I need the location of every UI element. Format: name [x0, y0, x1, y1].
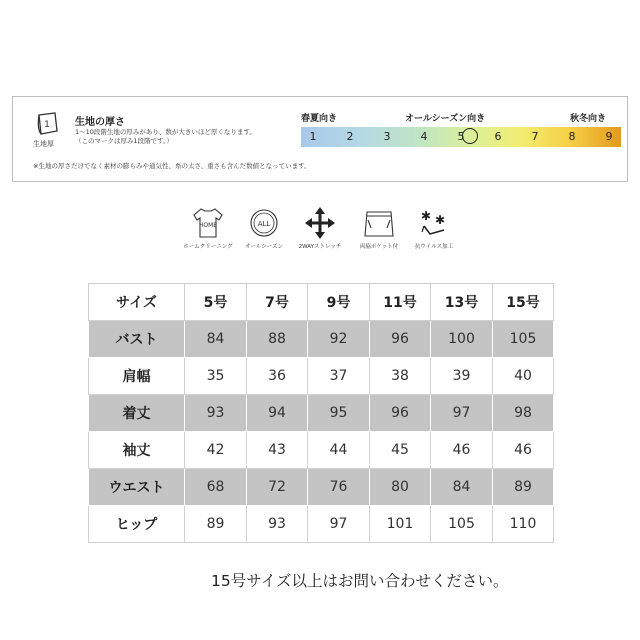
- season-spring-summer-label: 春夏向き: [301, 114, 338, 124]
- row-label: 着丈: [89, 395, 185, 432]
- description-line: （このマークは厚み1段階です。）: [75, 137, 173, 145]
- table-cell: 39: [431, 358, 493, 395]
- table-cell: 97: [308, 506, 370, 543]
- header-cell: 11号: [370, 284, 431, 321]
- svg-text:✱: ✱: [420, 209, 432, 223]
- feature-label: 抗ウイルス加工: [414, 244, 454, 250]
- fabric-thickness-icon: [35, 111, 61, 137]
- table-cell: 88: [247, 321, 308, 358]
- table-row: [89, 358, 554, 395]
- season-autumn-winter-label: 秋冬向き: [570, 114, 607, 124]
- svg-text:1: 1: [44, 120, 50, 130]
- table-cell: 96: [370, 395, 431, 432]
- scale-number: 6: [494, 130, 502, 143]
- table-cell: 100: [431, 321, 493, 358]
- fabric-thickness-icon-label: 生地厚: [33, 140, 54, 148]
- home-icon-text: HOME: [198, 222, 218, 229]
- table-cell: 76: [308, 469, 370, 506]
- all-icon-text: ALL: [257, 220, 271, 228]
- table-cell: 46: [493, 432, 554, 469]
- fabric-thickness-panel: [12, 96, 628, 182]
- table-cell: 43: [247, 432, 308, 469]
- thickness-scale-bar: [301, 127, 621, 147]
- fabric-thickness-note: ※生地の厚さだけでなく素材の膨らみや通気性、糸の太さ、重さも含んだ数値となっています。: [33, 162, 311, 170]
- feature-label: 2WAYストレッチ: [298, 244, 342, 250]
- table-cell: 44: [308, 432, 370, 469]
- table-cell: 93: [247, 506, 308, 543]
- row-label: ウエスト: [89, 469, 185, 506]
- table-cell: 36: [247, 358, 308, 395]
- table-cell: 89: [185, 506, 247, 543]
- size-inquiry-footnote: 15号サイズ以上はお問い合わせください。: [211, 572, 509, 590]
- table-cell: 97: [431, 395, 493, 432]
- table-cell: 84: [431, 469, 493, 506]
- table-cell: 68: [185, 469, 247, 506]
- feature-two-way-stretch: [292, 206, 348, 250]
- description-line: 1～10段階生地の厚みがあり、数が大きいほど厚くなります。: [75, 128, 256, 136]
- row-label: 袖丈: [89, 432, 185, 469]
- table-row: [89, 321, 554, 358]
- scale-number-selected: 5: [457, 130, 465, 143]
- table-cell: 92: [308, 321, 370, 358]
- header-cell: 9号: [308, 284, 370, 321]
- header-cell: 13号: [431, 284, 493, 321]
- table-cell: 96: [370, 321, 431, 358]
- all-season-icon: [246, 206, 282, 240]
- table-cell: 42: [185, 432, 247, 469]
- table-cell: 101: [370, 506, 431, 543]
- table-cell: 80: [370, 469, 431, 506]
- table-cell: 95: [308, 395, 370, 432]
- feature-label: ホームクリーニング: [183, 244, 233, 250]
- table-cell: 93: [185, 395, 247, 432]
- header-cell: サイズ: [89, 284, 185, 321]
- scale-number: 7: [531, 130, 539, 143]
- table-cell: 35: [185, 358, 247, 395]
- fabric-thickness-title: 生地の厚さ: [75, 117, 125, 128]
- table-cell: 105: [431, 506, 493, 543]
- header-cell: 7号: [247, 284, 308, 321]
- feature-label: 両脇ポケット付: [359, 244, 399, 250]
- row-label: 肩幅: [89, 358, 185, 395]
- table-cell: 40: [493, 358, 554, 395]
- feature-all-season: [236, 206, 292, 250]
- table-cell: 46: [431, 432, 493, 469]
- table-cell: 94: [247, 395, 308, 432]
- table-cell: 105: [493, 321, 554, 358]
- side-pocket-icon: [361, 206, 397, 240]
- scale-number: 2: [346, 130, 354, 143]
- fabric-thickness-description: [75, 128, 256, 146]
- row-label: バスト: [89, 321, 185, 358]
- table-cell: 72: [247, 469, 308, 506]
- table-cell: 37: [308, 358, 370, 395]
- table-row: [89, 432, 554, 469]
- header-cell: 15号: [493, 284, 554, 321]
- table-cell: 110: [493, 506, 554, 543]
- scale-number: 8: [568, 130, 576, 143]
- home-cleaning-icon: [190, 206, 226, 240]
- feature-label: オールシーズン: [245, 244, 283, 250]
- header-cell: 5号: [185, 284, 247, 321]
- table-cell: 98: [493, 395, 554, 432]
- feature-home-cleaning: [180, 206, 236, 250]
- feature-side-pocket: [351, 206, 407, 250]
- scale-number: 4: [420, 130, 428, 143]
- scale-number: 3: [383, 130, 391, 143]
- row-label: ヒップ: [89, 506, 185, 543]
- antivirus-icon: [416, 206, 452, 240]
- table-row: [89, 395, 554, 432]
- feature-antivirus: [406, 206, 462, 250]
- table-cell: 38: [370, 358, 431, 395]
- scale-number: 1: [309, 130, 317, 143]
- size-table: [88, 283, 554, 543]
- size-table-header-row: [89, 284, 554, 321]
- two-way-stretch-icon: [302, 206, 338, 240]
- table-row: [89, 469, 554, 506]
- season-all-label: オールシーズン向き: [405, 114, 486, 124]
- table-row: [89, 506, 554, 543]
- table-cell: 89: [493, 469, 554, 506]
- table-cell: 84: [185, 321, 247, 358]
- table-cell: 45: [370, 432, 431, 469]
- scale-number: 9: [605, 130, 613, 143]
- svg-text:✱: ✱: [434, 213, 446, 227]
